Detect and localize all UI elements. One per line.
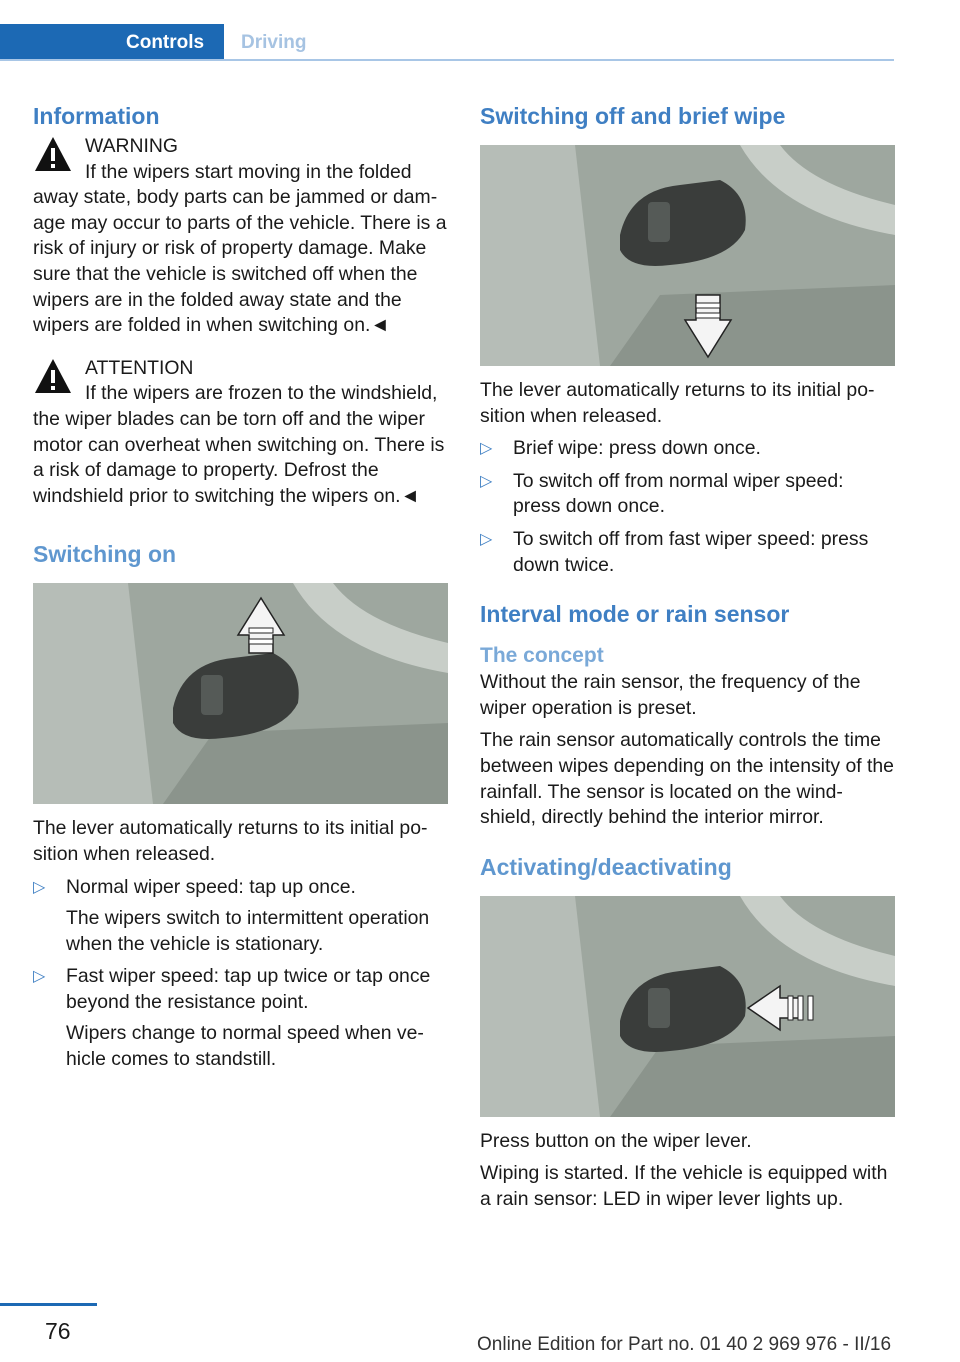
- attention-title: ATTENTION: [85, 356, 194, 379]
- warning-block: [33, 134, 448, 339]
- switching-on-list: [33, 875, 448, 1073]
- list-item: [480, 527, 895, 578]
- bullet-triangle-icon: ▷: [480, 472, 493, 490]
- list-item: [480, 469, 895, 520]
- bullet-triangle-icon: ▷: [480, 440, 493, 458]
- attention-text: If the wipers are frozen to the windshield, the wiper blades can be torn off and the wiper motor can overheat when switching on. There is a risk of damage to property. Defrost the windshield prior to switching the wipers on.◄: [33, 382, 445, 507]
- warning-triangle-icon: [33, 134, 73, 174]
- lever-returns-text: The lever automatically returns to its initial po‐sition when released.: [480, 379, 875, 427]
- list-item: [480, 436, 895, 462]
- list-item-text: To switch off from fast wiper speed: press down twice.: [513, 527, 869, 576]
- subheading-concept: The concept: [480, 644, 604, 668]
- edition-text: Online Edition for Part no. 01 40 2 969 976 - II/16: [477, 1334, 892, 1355]
- heading-information: Information: [33, 103, 160, 129]
- tab-driving[interactable]: Driving: [241, 32, 307, 53]
- list-item-text: Normal wiper speed: tap up once.: [66, 875, 356, 898]
- list-item-text: Brief wipe: press down once.: [513, 437, 761, 460]
- switching-off-list: [480, 436, 895, 578]
- right-column: [480, 100, 895, 1213]
- wiper-lever-up-image: [33, 583, 448, 804]
- page-number: 76: [45, 1318, 71, 1344]
- lever-returns-text: The lever automatically returns to its initial po‐sition when released.: [33, 817, 428, 865]
- bullet-triangle-icon: ▷: [33, 878, 46, 896]
- header-rule: [0, 59, 894, 61]
- list-item-subtext: Wipers change to normal speed when ve‐hicle comes to standstill.: [66, 1022, 424, 1071]
- attention-block: [33, 356, 448, 510]
- list-item: [33, 875, 448, 958]
- list-item-text: To switch off from normal wiper speed: press down once.: [513, 469, 844, 518]
- activating-paragraph-2: Wiping is started. If the vehicle is equipped with a rain sensor: LED in wiper lever lights up.: [480, 1162, 888, 1210]
- heading-activating: Activating/deactivating: [480, 853, 732, 880]
- tab-controls[interactable]: Controls: [0, 24, 224, 61]
- bullet-triangle-icon: ▷: [480, 530, 493, 548]
- concept-paragraph-1: Without the rain sensor, the frequency of the wiper operation is preset.: [480, 671, 861, 719]
- heading-interval-mode: Interval mode or rain sensor: [480, 601, 790, 628]
- list-item-subtext: The wipers switch to intermittent operation when the vehicle is stationary.: [66, 907, 430, 955]
- warning-triangle-icon: [33, 356, 73, 396]
- bullet-triangle-icon: ▷: [33, 968, 46, 986]
- footer-rule: [0, 1303, 97, 1306]
- heading-switching-on: Switching on: [33, 541, 177, 568]
- activating-paragraph-1: Press button on the wiper lever.: [480, 1129, 752, 1152]
- concept-paragraph-2: The rain sensor automatically controls the time between wipes depending on the intensity of the rainfall. The sensor is located on the wind‐shield, directly behind the interior mirror.: [480, 729, 894, 829]
- wiper-lever-button-image: [480, 896, 895, 1117]
- warning-text: If the wipers start moving in the folded away state, body parts can be jammed or dam‐age may occur to parts of the vehicle. There is a risk of injury or risk of property damage. Make sure that the vehicle is switched off when the wipers are in the folded away state and the wipers are folded in when switching on.◄: [33, 160, 447, 337]
- wiper-lever-down-image: [480, 145, 895, 366]
- warning-title: WARNING: [85, 135, 178, 157]
- list-item-text: Fast wiper speed: tap up twice or tap once beyond the resistance point.: [66, 965, 431, 1013]
- chapter-tabs: [0, 24, 894, 61]
- left-column: [33, 100, 448, 1073]
- heading-switching-off: Switching off and brief wipe: [480, 103, 786, 129]
- list-item: [33, 964, 448, 1072]
